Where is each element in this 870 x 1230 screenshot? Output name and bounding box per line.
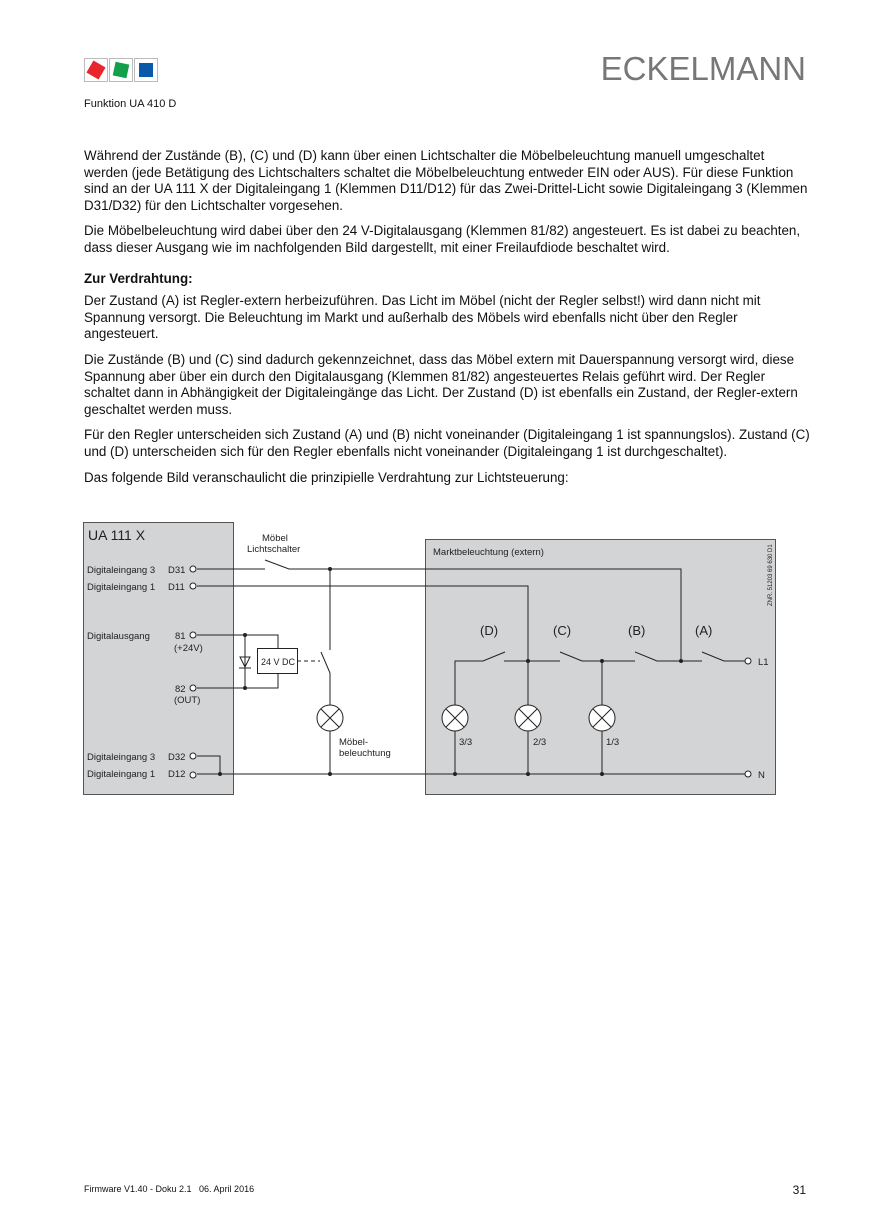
footer-text: Firmware V1.40 - Doku 2.1 06. April 2016 <box>84 1184 255 1194</box>
lamp-label: Möbel- <box>339 737 369 748</box>
terminal-label: D11 <box>168 582 185 593</box>
market-box <box>426 540 776 795</box>
paragraph: Das folgende Bild veranschaulicht die prinzipielle Verdrahtung zur Lichtsteuerung: <box>84 469 569 485</box>
market-label: Marktbeleuchtung (extern) <box>433 547 544 558</box>
brand-name: ECKELMANN <box>600 50 806 87</box>
label: Digitaleingang 1 <box>87 769 156 780</box>
paragraph: Der Zustand (A) ist Regler-extern herbeizuführen. Das Licht im Möbel (nicht der Regler selbst!) wird dann nicht mit Spannung versorgt. Die Beleuchtung im Markt und außerhalb des Möbels wird ebenfalls nicht über den Regler angesteuert. <box>84 293 761 342</box>
state-label: (C) <box>553 623 572 638</box>
lamp-label: 3/3 <box>459 737 473 748</box>
label: Digitalausgang <box>87 631 150 642</box>
paragraph: Während der Zustände (B), (C) und (D) kann über einen Lichtschalter die Möbelbeleuchtung manuell umgeschaltet werden (jede Betätigung des Lichtschalters schaltet die Möbelbeleuchtung entweder EIN oder AUS). Für diese Funktion sind an der UA 111 X der Digitaleingang 1 (Klemmen D11/D12) für das Zwei-Drittel-Licht sowie Digitaleingang 3 (Klemmen D31/D32) für den Lichtschalter vorgesehen. <box>84 148 808 213</box>
label: Digitaleingang 1 <box>87 582 156 593</box>
terminal-label: 81 <box>175 631 186 642</box>
paragraph: Die Möbelbeleuchtung wird dabei über den 24 V-Digitalausgang (Klemmen 81/82) angesteuert. Es ist dabei zu beachten, dass dieser Ausgang wie im nachfolgenden Bild dargestellt, mit einer Freilaufdiode beschaltet wird. <box>84 223 801 255</box>
terminal-label: (+24V) <box>174 643 203 654</box>
terminal-label: (OUT) <box>174 695 201 706</box>
switch-label: Möbel <box>262 533 288 544</box>
terminal-label: D31 <box>168 565 186 576</box>
switch-label: Lichtschalter <box>247 544 301 555</box>
label: Digitaleingang 3 <box>87 565 156 576</box>
page-subtitle: Funktion UA 410 D <box>84 98 177 110</box>
l1-label: L1 <box>758 657 769 668</box>
ua-title: UA 111 X <box>88 527 146 543</box>
lamp-label: 1/3 <box>606 737 620 748</box>
state-label: (B) <box>628 623 646 638</box>
terminal-label: D32 <box>168 752 186 763</box>
paragraph: Für den Regler unterscheiden sich Zustand (A) und (B) nicht voneinander (Digitaleingang 1 ist spannungslos). Zustand (C) und (D) unterscheiden sich für den Regler ebenfalls nicht voneinander (Digitaleingang 1 ist durchgeschaltet). <box>84 427 810 459</box>
section-heading: Zur Verdrahtung: <box>84 270 193 286</box>
terminal-label: 82 <box>175 684 186 695</box>
relay-label: 24 V DC <box>261 657 296 667</box>
paragraph: Die Zustände (B) und (C) sind dadurch gekennzeichnet, dass das Möbel extern mit Dauerspannung versorgt wird, diese Spannung aber über ein durch den Digitalausgang (Klemmen 81/82) angesteuertes Relais geführt wird. Der Regler schaltet dann in Abhängigkeit der Digitaleingänge das Licht. Der Zustand (D) ist ebenfalls ein Zustand, der Regler-extern geschaltet werden muss. <box>84 351 798 417</box>
terminal-label: D12 <box>168 769 186 780</box>
lamp-label: 2/3 <box>533 737 547 748</box>
lamp-label: beleuchtung <box>339 748 391 759</box>
state-label: (D) <box>480 623 499 638</box>
drawing-number: ZNR. 51203 69 630 D1 <box>768 544 774 606</box>
label: Digitaleingang 3 <box>87 752 156 763</box>
page-number: 31 <box>792 1183 806 1197</box>
n-label: N <box>758 770 765 781</box>
state-label: (A) <box>695 623 713 638</box>
